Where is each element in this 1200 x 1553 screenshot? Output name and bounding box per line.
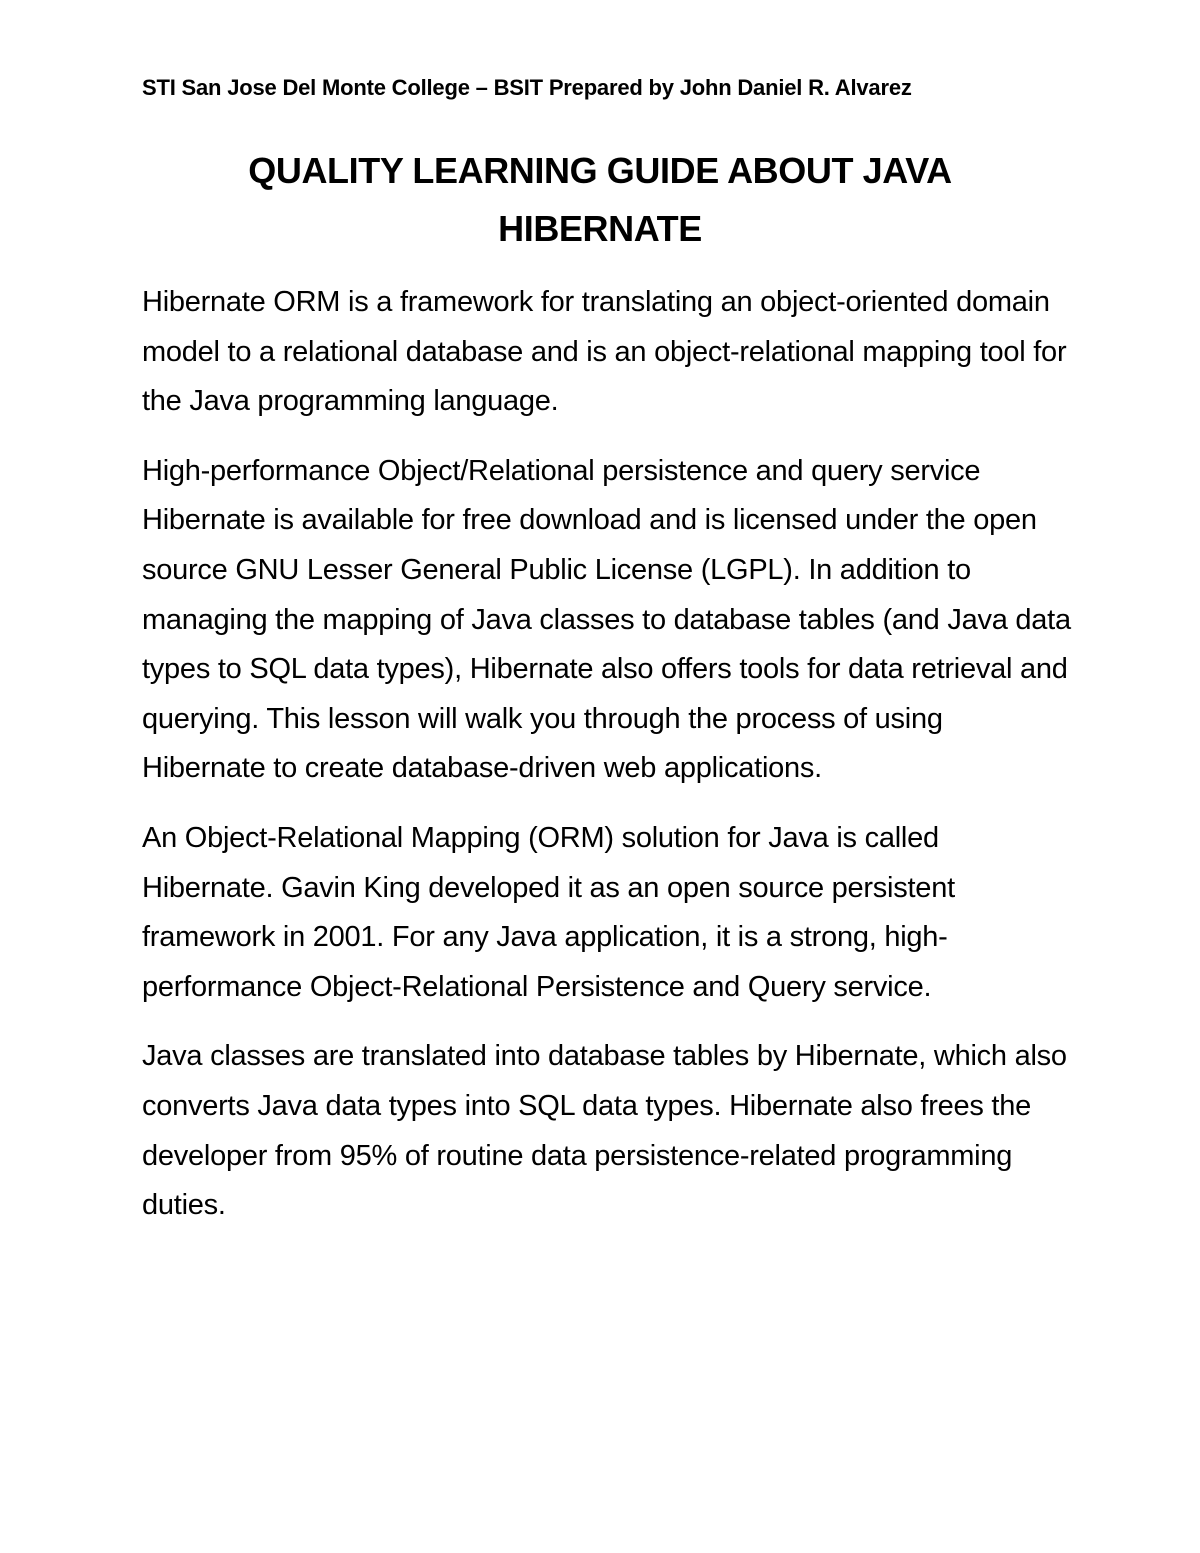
paragraph-hibernate-mapping: Java classes are translated into database tables by Hibernate, which also converts Java data types into SQL data types. Hibernate also frees the developer from 95% of routine data persistence-related programming duties.	[142, 1040, 1067, 1222]
document-title	[142, 142, 1058, 258]
document-body	[142, 278, 1072, 1251]
paragraph-hibernate-orm-definition: Hibernate ORM is a framework for translating an object-oriented domain model to a relational database and is an object-relational mapping tool for the Java programming language.	[142, 286, 1067, 418]
paragraph-hibernate-features: High-performance Object/Relational persistence and query service Hibernate is available for free download and is licensed under the open source GNU Lesser General Public License (LGPL). In addition to managing the mapping of Java classes to database tables (and Java data types to SQL data types), Hibernate also offers tools for data retrieval and querying. This lesson will walk you through the process of using Hibernate to create database-driven web applications.	[142, 454, 1071, 785]
page-header: STI San Jose Del Monte College – BSIT Prepared by John Daniel R. Alvarez	[142, 75, 912, 100]
paragraph-hibernate-history: An Object-Relational Mapping (ORM) solution for Java is called Hibernate. Gavin King developed it as an open source persistent framework in 2001. For any Java application, it is a strong, high-performance Object-Relational Persistence and Query service.	[142, 821, 955, 1003]
title-line-1: QUALITY LEARNING GUIDE ABOUT JAVA	[248, 150, 952, 191]
title-line-2: HIBERNATE	[498, 208, 702, 249]
